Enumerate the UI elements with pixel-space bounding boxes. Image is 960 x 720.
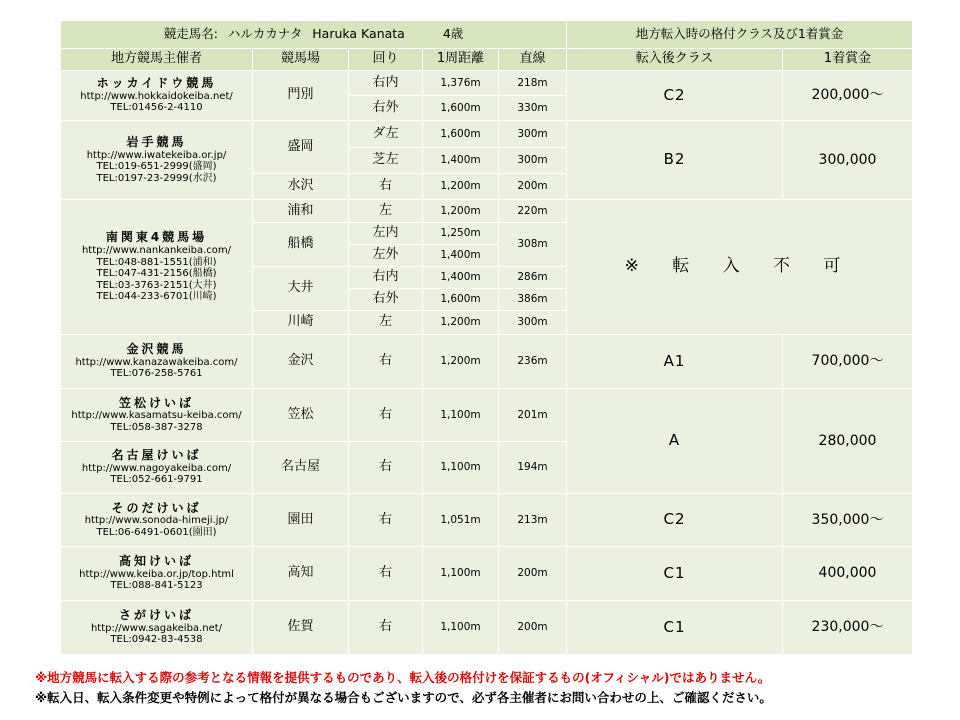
- organizer-url[interactable]: http://www.nankankeiba.com/: [81, 245, 232, 257]
- organizer-tel: TEL:058-387-3278: [110, 421, 203, 433]
- distance-cell: 1,400m: [423, 148, 499, 174]
- distance-cell: 1,100m: [423, 442, 499, 494]
- distance-cell: 1,400m: [423, 245, 499, 267]
- distance-cell: 1,100m: [423, 389, 499, 442]
- straight-cell: 300m: [499, 311, 567, 335]
- turn-cell: 右: [349, 335, 423, 389]
- venue-nagoya: 名古屋: [253, 442, 349, 494]
- straight-cell: 300m: [499, 148, 567, 174]
- organizer-tel: TEL:019-651-2999(盛岡): [96, 161, 217, 173]
- organizer-name: 金沢競馬: [126, 342, 187, 357]
- turn-cell: 右: [349, 442, 423, 494]
- turn-cell: 右内: [349, 267, 423, 289]
- straight-cell: 194m: [499, 442, 567, 494]
- organizer-kasamatsu: [61, 389, 253, 442]
- organizer-kanazawa: [61, 335, 253, 389]
- class-cell: A1: [567, 335, 783, 389]
- organizer-tel: TEL:048-881-1551(浦和): [96, 256, 217, 268]
- prize-cell: 280,000: [783, 389, 913, 494]
- distance-cell: 1,600m: [423, 289, 499, 311]
- distance-cell: 1,376m: [423, 71, 499, 96]
- organizer-tel: TEL:03-3763-2151(大井): [96, 279, 217, 291]
- class-cell: C2: [567, 494, 783, 547]
- organizer-minamikanto: [61, 200, 253, 335]
- straight-cell: 236m: [499, 335, 567, 389]
- class-cell: B2: [567, 121, 783, 200]
- organizer-name: 岩手競馬: [126, 134, 187, 149]
- transfer-class-header: 地方転入時の格付クラス及び1着賞金: [567, 21, 913, 49]
- venue-mizusawa: 水沢: [253, 174, 349, 200]
- class-cell: C2: [567, 71, 783, 121]
- prize-cell: 350,000〜: [783, 494, 913, 547]
- col-header-venue: 競馬場: [253, 49, 349, 71]
- turn-cell: 右: [349, 494, 423, 547]
- horse-info-header: [61, 21, 567, 49]
- venue-ooi: 大井: [253, 267, 349, 311]
- turn-cell: 右: [349, 389, 423, 442]
- organizer-tel: TEL:047-431-2156(船橋): [96, 268, 217, 280]
- distance-cell: 1,100m: [423, 601, 499, 655]
- turn-cell: 右: [349, 174, 423, 200]
- turn-cell: 右: [349, 547, 423, 601]
- venue-saga: 佐賀: [253, 601, 349, 655]
- organizer-nagoya: [61, 442, 253, 494]
- venue-kochi: 高知: [253, 547, 349, 601]
- organizer-tel: TEL:0197-23-2999(水沢): [96, 172, 217, 184]
- organizer-kochi: [61, 547, 253, 601]
- disclaimer-line-1: ※地方競馬に転入する際の参考となる情報を提供するものであり、転入後の格付けを保証するもの(オフィシャル)ではありません。: [35, 670, 771, 685]
- organizer-tel: TEL:01456-2-4110: [110, 102, 203, 114]
- horse-name-kana: ハルカカナタ: [227, 26, 303, 42]
- class-cell: C1: [567, 547, 783, 601]
- turn-cell: 右: [349, 601, 423, 655]
- organizer-url[interactable]: http://www.sagakeiba.net/: [90, 622, 223, 634]
- col-header-turn: 回り: [349, 49, 423, 71]
- col-header-prize: 1着賞金: [783, 49, 913, 71]
- organizer-url[interactable]: http://www.nagoyakeiba.com/: [81, 462, 232, 474]
- distance-cell: 1,600m: [423, 121, 499, 148]
- col-header-distance: 1周距離: [423, 49, 499, 71]
- class-cell: A: [567, 389, 783, 494]
- straight-cell: 200m: [499, 174, 567, 200]
- organizer-tel: TEL:052-661-9791: [110, 474, 203, 486]
- venue-kanazawa: 金沢: [253, 335, 349, 389]
- organizer-tel: TEL:088-841-5123: [110, 580, 203, 592]
- organizer-name: そのだけいば: [111, 500, 202, 515]
- turn-cell: 芝左: [349, 148, 423, 174]
- turn-cell: ダ左: [349, 121, 423, 148]
- prize-cell: 400,000: [783, 547, 913, 601]
- organizer-name: 高知けいば: [118, 554, 194, 569]
- organizer-url[interactable]: http://www.keiba.or.jp/top.html: [79, 568, 234, 580]
- distance-cell: 1,100m: [423, 547, 499, 601]
- organizer-url[interactable]: http://www.hokkaidokeiba.net/: [80, 90, 233, 102]
- organizer-name: ホッカイドウ競馬: [96, 76, 217, 91]
- distance-cell: 1,200m: [423, 174, 499, 200]
- organizer-name: 名古屋けいば: [111, 448, 202, 463]
- venue-monbetsu: 門別: [253, 71, 349, 121]
- straight-cell: 213m: [499, 494, 567, 547]
- prize-cell: 230,000〜: [783, 601, 913, 655]
- organizer-tel: TEL:076-258-5761: [110, 368, 203, 380]
- straight-cell: 330m: [499, 96, 567, 121]
- horse-label: 競走馬名:: [163, 26, 218, 42]
- turn-cell: 左内: [349, 223, 423, 245]
- organizer-name: さがけいば: [118, 608, 194, 623]
- turn-cell: 右内: [349, 71, 423, 96]
- distance-cell: 1,600m: [423, 96, 499, 121]
- disclaimer-line-2: ※転入日、転入条件変更や特例によって格付が異なる場合もございますので、必ず各主催者にお問い合わせの上、ご確認ください。: [35, 690, 772, 705]
- transfer-not-allowed-note: ※ 転 入 不 可: [567, 200, 913, 335]
- straight-cell: 201m: [499, 389, 567, 442]
- disclaimer-notes: [35, 668, 950, 708]
- col-header-straight: 直線: [499, 49, 567, 71]
- distance-cell: 1,400m: [423, 267, 499, 289]
- organizer-tel: TEL:044-233-6701(川崎): [96, 291, 217, 303]
- col-header-class: 転入後クラス: [567, 49, 783, 71]
- transfer-class-table: [60, 20, 913, 655]
- prize-cell: 200,000〜: [783, 71, 913, 121]
- organizer-tel: TEL:06-6491-0601(園田): [96, 526, 217, 538]
- prize-cell: 300,000: [783, 121, 913, 200]
- straight-cell: 386m: [499, 289, 567, 311]
- venue-urawa: 浦和: [253, 200, 349, 223]
- col-header-organizer: 地方競馬主催者: [61, 49, 253, 71]
- turn-cell: 右外: [349, 289, 423, 311]
- organizer-saga: [61, 601, 253, 655]
- venue-sonoda: 園田: [253, 494, 349, 547]
- organizer-tel: TEL:0942-83-4538: [110, 634, 203, 646]
- venue-morioka: 盛岡: [253, 121, 349, 174]
- venue-funabashi: 船橋: [253, 223, 349, 267]
- straight-cell: 308m: [499, 223, 567, 267]
- turn-cell: 左外: [349, 245, 423, 267]
- organizer-name: 南関東4競馬場: [105, 230, 208, 245]
- turn-cell: 左: [349, 311, 423, 335]
- distance-cell: 1,200m: [423, 200, 499, 223]
- distance-cell: 1,200m: [423, 335, 499, 389]
- straight-cell: 200m: [499, 601, 567, 655]
- turn-cell: 右外: [349, 96, 423, 121]
- straight-cell: 286m: [499, 267, 567, 289]
- straight-cell: 218m: [499, 71, 567, 96]
- turn-cell: 左: [349, 200, 423, 223]
- distance-cell: 1,200m: [423, 311, 499, 335]
- horse-age: 4歳: [442, 26, 464, 42]
- straight-cell: 220m: [499, 200, 567, 223]
- organizer-name: 笠松けいば: [118, 395, 194, 410]
- organizer-sonoda: [61, 494, 253, 547]
- organizer-url[interactable]: http://www.kasamatsu-keiba.com/: [71, 410, 242, 422]
- organizer-iwate: [61, 121, 253, 200]
- venue-kasamatsu: 笠松: [253, 389, 349, 442]
- straight-cell: 300m: [499, 121, 567, 148]
- horse-name-roman: Haruka Kanata: [312, 26, 405, 42]
- distance-cell: 1,250m: [423, 223, 499, 245]
- organizer-hokkaido: [61, 71, 253, 121]
- organizer-url[interactable]: http://www.iwatekeiba.or.jp/: [86, 149, 227, 161]
- straight-cell: 200m: [499, 547, 567, 601]
- prize-cell: 700,000〜: [783, 335, 913, 389]
- organizer-url[interactable]: http://www.sonoda-himeji.jp/: [84, 515, 229, 527]
- class-cell: C1: [567, 601, 783, 655]
- distance-cell: 1,051m: [423, 494, 499, 547]
- organizer-url[interactable]: http://www.kanazawakeiba.com/: [75, 356, 238, 368]
- venue-kawasaki: 川崎: [253, 311, 349, 335]
